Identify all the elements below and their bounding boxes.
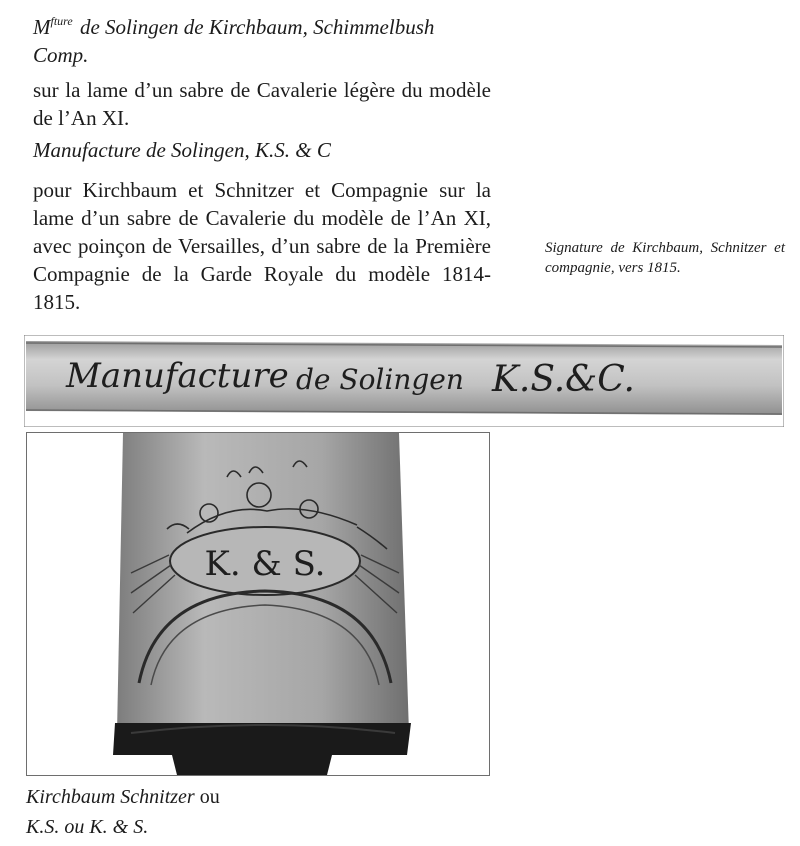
- mark-prefix: M: [33, 15, 51, 39]
- engraved-blade-photo: [26, 432, 490, 776]
- mark-description-2: pour Kirchbaum et Schnitzer et Compagnie sur la lame d’un sabre de Cavalerie du modèle de l’An XI, avec poinçon de Versailles, d’un sabre de la Première Compagnie de la Garde Royale du modèle 1814-1815.: [33, 178, 491, 314]
- side-caption: Signature de Kirchbaum, Schnitzer et compagnie, vers 1815.: [545, 240, 785, 276]
- bottom-caption-names: Kirchbaum Schnitzer: [26, 786, 195, 808]
- mark-heading-2: Manufacture de Solingen, K.S. & C: [33, 138, 331, 162]
- blade-strip-illustration: [24, 335, 784, 427]
- bottom-caption-line-2: K.S. ou K. & S.: [26, 816, 149, 838]
- bottom-caption-line-1: [26, 782, 426, 812]
- bottom-caption: [26, 782, 426, 842]
- mark-heading-1: [33, 7, 493, 69]
- bottom-caption-ou: ou: [194, 786, 220, 808]
- mark-description-1: sur la lame d’un sabre de Cavalerie légère du modèle de l’An XI.: [33, 78, 491, 130]
- strip-text-solingen: de Solingen: [296, 363, 464, 396]
- mark-rest: de Solingen de Kirchbaum, Schimmelbush Comp.: [33, 15, 435, 67]
- mark-superscript: fture: [50, 14, 73, 28]
- strip-text-ksc: K.S.&C.: [492, 359, 635, 400]
- blade-engraving-text: K. & S.: [204, 544, 326, 584]
- blade-illustration: [27, 433, 489, 775]
- blade-signature-photo: [24, 335, 784, 427]
- strip-text-manufacture: Manufacture: [66, 356, 289, 396]
